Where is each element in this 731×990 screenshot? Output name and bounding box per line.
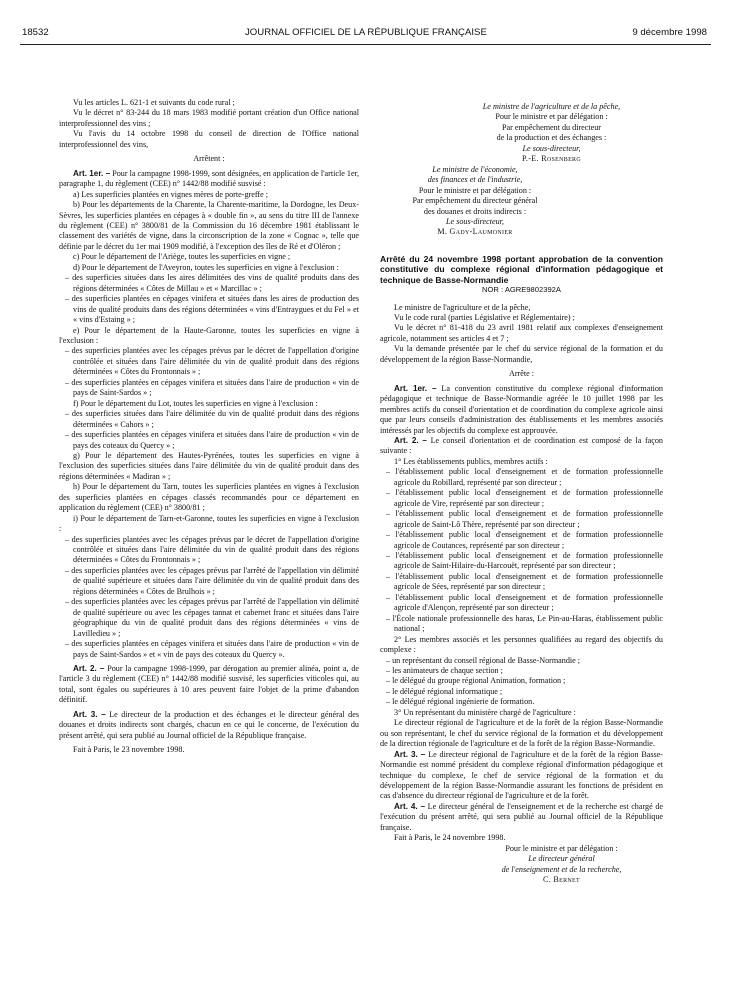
article-text: Le directeur régional de l'agriculture et de la forêt de la région Basse-Normandie est nommé président du complexe régional d'information pédagogique et technique du complexe, le chef de service régional de la formation et du développement de la région Basse-Normandie assurant les fonctions de président en cas d'absence du directeur régional de l'agriculture et de la forêt.	[380, 749, 664, 801]
article-text: Le conseil d'orientation et de coordination est composé de la façon suivante :	[380, 436, 663, 456]
signature-line: Pour le ministre et par délégation :	[418, 185, 532, 195]
list-item: – l'École nationale professionnelle des haras, Le Pin-au-Haras, établissement public national ;	[386, 613, 663, 634]
item-f: f) Pour le département du Lot, toutes les superficies en vigne à l'exclusion :	[73, 398, 318, 408]
item-a: a) Les superficies plantées en vignes mères de porte-greffe ;	[73, 189, 268, 199]
signatory-title: Le ministre de l'agriculture et de la pêche,	[482, 102, 621, 111]
list-item: – des superficies plantées en cépages vinifera et situées dans les aires de production des vins de qualité produits dans des régions déterminées « vins d'Entraygues et du Fel » et « vins d'Estaing » ;	[65, 294, 359, 325]
signature-line: Pour le ministre et par délégation :	[495, 112, 608, 122]
section-heading: 3° Un représentant du ministère chargé de l'agriculture :	[394, 707, 576, 717]
list-item: – des superficies plantées avec les cépages prévus par l'arrêté de l'appellation vin délimité de qualité supérieure ou avec les cépages tannat et cabernet franc et situées dans l'aire géographique du vin de qualité produit dans des régions déterminées « vins de Lavilledieu » ;	[65, 597, 359, 638]
journal-title: JOURNAL OFFICIEL DE LA RÉPUBLIQUE FRANÇAISE	[245, 27, 487, 38]
signature-date: Fait à Paris, le 24 novembre 1998.	[394, 833, 506, 843]
signatory-title: Le directeur général	[528, 854, 595, 864]
article-1	[59, 169, 359, 190]
signature-block	[380, 165, 570, 238]
list-item: – des superficies situées dans les aires délimitées des vins de qualité produits dans des régions déterminées « Côtes de Millau » et « Marcillac » ;	[65, 273, 359, 293]
signatory-title: Le sous-directeur,	[446, 216, 504, 226]
nor-reference: NOR : AGRE9802392A	[482, 285, 561, 295]
signature-block	[380, 102, 663, 165]
visa: Le ministre de l'agriculture et de la pêche,	[394, 302, 531, 312]
left-column	[59, 98, 359, 756]
list-item: – des superficies plantées avec les cépages prévus par l'arrêté de l'appellation vin délimité de qualité supérieure et situées dans l'aire délimitée du vin de qualité produit dans des régions déterminées « Côtes de Brulhois » ;	[65, 565, 359, 596]
item-e: e) Pour le département de la Haute-Garonne, toutes les superficies en vigne à l'exclusion :	[59, 325, 359, 345]
article-1	[380, 384, 663, 436]
article-text: Le directeur général de l'enseignement et de la recherche est chargé de l'exécution du présent arrêté, qui sera publié au Journal officiel de la République française.	[380, 801, 663, 832]
signatory-title: de l'enseignement et de la recherche,	[501, 864, 622, 874]
page-header	[0, 0, 731, 44]
item-c: c) Pour le département de l'Ariège, toutes les superficies en vigne ;	[73, 252, 291, 262]
list-item: – des superficies plantées en cépages vinifera et situées dans l'aire de production « vin de pays de Saint-Sardos » ;	[65, 377, 359, 398]
article-heading: Art. 1er. –	[394, 383, 437, 393]
article-4	[380, 802, 663, 833]
list-item: – un représentant du conseil régional de Basse-Normandie ;	[386, 655, 581, 665]
list-item: – l'établissement public local d'enseignement et de formation professionnelle agricole de Saint-Lô Thère, représenté par son directeur ;	[386, 509, 663, 529]
arrete-label: Arrêtent :	[193, 154, 225, 164]
list-item: – le délégué du groupe régional Animation, formation ;	[386, 676, 566, 686]
signature-line: Pour le ministre et par délégation :	[505, 843, 618, 853]
section-heading: 1° Les établissements publics, membres actifs :	[394, 456, 548, 466]
list-item: – l'établissement public local d'enseignement et de formation professionnelle agricole d'Alençon, représenté par son directeur ;	[386, 592, 663, 613]
signature-date: Fait à Paris, le 23 novembre 1998.	[73, 745, 185, 755]
list-item: – le délégué régional ingénierie de formation.	[386, 697, 535, 707]
signature-line: de la production et des échanges :	[496, 133, 607, 143]
signatory-title: Le sous-directeur,	[522, 143, 581, 153]
list-item: – l'établissement public local d'enseignement et de formation professionnelle agricole de Vire, représenté par son directeur ;	[386, 488, 663, 508]
list-item: – des superficies situées dans l'aire délimitée du vin de qualité produit dans des régions déterminées « Cahors » ;	[65, 409, 359, 429]
signatory-name: C. Bernet	[543, 875, 580, 885]
article-heading: Art. 2. –	[73, 664, 105, 674]
visa: Vu le décret n° 83-244 du 18 mars 1983 modifié portant création d'un Office national interprofessionnel des vins ;	[59, 108, 359, 128]
arrete-label: Arrête :	[508, 369, 535, 379]
signature-line: des douanes et droits indirects :	[423, 206, 527, 216]
header-rule	[20, 44, 711, 45]
right-column	[380, 102, 663, 885]
article-heading: Art. 2. –	[394, 436, 427, 445]
list-item: – des superficies plantées en cépages vinifera et situées dans l'aire de production « vin de pays de Saint-Sardos » et « vin de pays des coteaux du Quercy ».	[65, 639, 359, 659]
article-3	[380, 750, 663, 802]
article-3	[59, 710, 359, 741]
list-item: – le délégué régional informatique ;	[386, 686, 503, 696]
list-item: – des superficies plantées en cépages vinifera et situées dans l'aire de production « vin de pays des coteaux du Quercy » ;	[65, 430, 359, 450]
item-g: g) Pour le département des Hautes-Pyrénées, toutes les superficies en vigne à l'exclusion des superficies situées dans l'aire délimitée du vin de qualité produit dans des régions déterminées « Madiran » ;	[59, 450, 359, 481]
item-d: d) Pour le département de l'Aveyron, toutes les superficies en vigne à l'exclusion :	[73, 262, 339, 272]
item-b: b) Pour les départements de la Charente, la Charente-maritime, la Dordogne, les Deux-Sèvres, les superficies plantées en cépages à « double fin », au sens du titre III de l'annexe du règlement (CEE) n° 3800/81 de la Commission du 16 décembre 1981 établissant le classement des variétés de vigne, dans la circonscription de la zone « Cognac », telle que définie par le décret du 1er mai 1909 modifié, à l'exception des îles de Ré et d'Oléron ;	[59, 200, 359, 251]
visa: Vu la demande présentée par le chef du service régional de la formation et du développement de la région Basse-Normandie,	[380, 344, 663, 364]
article-text: La convention constitutive du complexe régional d'information pédagogique et technique de Basse-Normandie agréée le 10 juillet 1998 par les membres actifs du conseil d'orientation et de coordination du complexe agricole ainsi que par leurs conseils d'administration des établissements et les membres associés intéressés par les objectifs du complexe est approuvée.	[380, 383, 663, 435]
signatory-title: des finances et de l'industrie,	[427, 175, 523, 185]
visa: Vu le code rural (parties Législative et Réglementaire) ;	[394, 313, 575, 323]
list-item: – l'établissement public local d'enseignement et de formation professionnelle agricole de Saint-Hilaire-du-Harcouët, représenté par son directeur ;	[386, 550, 663, 571]
article-heading: Art. 4. –	[394, 801, 425, 811]
paragraph: Le directeur régional de l'agriculture et de la forêt de la région Basse-Normandie ou son représentant, le chef du service régional de la formation et du développement de la direction régionale de l'agriculture et de la forêt de la région Basse-Normandie.	[380, 718, 663, 749]
list-item: – l'établissement public local d'enseignement et de formation professionnelle agricole du Robillard, représenté par son directeur ;	[386, 467, 663, 487]
article-2	[380, 436, 663, 457]
decree-title: Arrêté du 24 novembre 1998 portant approbation de la convention constitutive du complexe régional d'information pédagogique et technique de Basse-Normandie	[380, 253, 663, 285]
list-item: – des superficies plantées avec les cépages prévus par le décret de l'appellation d'origine contrôlée et situées dans l'aire délimitée du vin de qualité produit dans des régions déterminées « Côtes du Frontonnais » ;	[65, 346, 359, 377]
item-h: h) Pour le département du Tarn, toutes les superficies plantées en vignes à l'exclusion des superficies plantées en cépages classés recommandés pour ce département en application du règlement (CEE) n° 3800/81 ;	[59, 482, 359, 513]
section-heading: 2° Les membres associés et les personnes qualifiées au regard des objectifs du complexe :	[380, 634, 663, 655]
article-heading: Art. 1er. –	[73, 168, 111, 178]
visa: Vu l'avis du 14 octobre 1998 du conseil de direction de l'Office national interprofessionnel des vins,	[59, 129, 359, 149]
signatory-name: M. Gady-Laumonier	[437, 227, 513, 237]
signature-line: Par empêchement du directeur	[501, 122, 602, 132]
article-text: Pour la campagne 1998-1999, par dérogation au premier alinéa, point a, de l'article 3 du règlement (CEE) n° 1442/88 modifié susvisé, les superficies viticoles qui, au total, sont égales ou supérieures à 10 ares peuvent faire l'objet de la prime d'abandon définitif.	[59, 664, 359, 705]
list-item: – l'établissement public local d'enseignement et de formation professionnelle agricole de Sées, représenté par son directeur ;	[386, 571, 663, 592]
list-item: – l'établissement public local d'enseignement et de formation professionnelle agricole de Coutances, représenté par son directeur ;	[386, 530, 663, 550]
list-item: – des superficies plantées avec les cépages prévus par le décret de l'appellation d'origine contrôlée et situées dans l'aire délimitée du vin de qualité produit dans des régions déterminées « Côtes du Frontonnais » ;	[65, 534, 359, 565]
signatory-name: P.-E. Rosenberg	[522, 154, 581, 164]
article-2	[59, 664, 359, 706]
article-text: Pour la campagne 1998-1999, sont désignées, en application de l'article 1er, paragraphe 1, du règlement (CEE) n° 1442/88 modifié susvisé :	[59, 168, 359, 189]
issue-date: 9 décembre 1998	[632, 27, 707, 38]
article-text: Le directeur de la production et des échanges et le directeur général des douanes et droits indirects sont chargés, chacun en ce qui le concerne, de l'exécution du présent arrêté, qui sera publié au Journal officiel de la République française.	[59, 709, 359, 740]
signature-line: Par empêchement du directeur général	[412, 196, 538, 206]
visa: Vu le décret n° 81-418 du 23 avril 1981 relatif aux complexes d'enseignement agricole, notamment ses articles 4 et 7 ;	[380, 323, 663, 343]
article-heading: Art. 3. –	[394, 749, 426, 759]
article-heading: Art. 3. –	[73, 709, 106, 719]
item-i: i) Pour le département de Tarn-et-Garonne, toutes les superficies en vigne à l'exclusion :	[59, 513, 359, 534]
signatory-title: Le ministre de l'économie,	[432, 164, 518, 174]
list-item: – les animateurs de chaque section ;	[386, 665, 503, 675]
page-number: 18532	[22, 27, 49, 38]
visa: Vu les articles L. 621-1 et suivants du code rural ;	[73, 98, 235, 107]
signature-block	[380, 844, 663, 886]
